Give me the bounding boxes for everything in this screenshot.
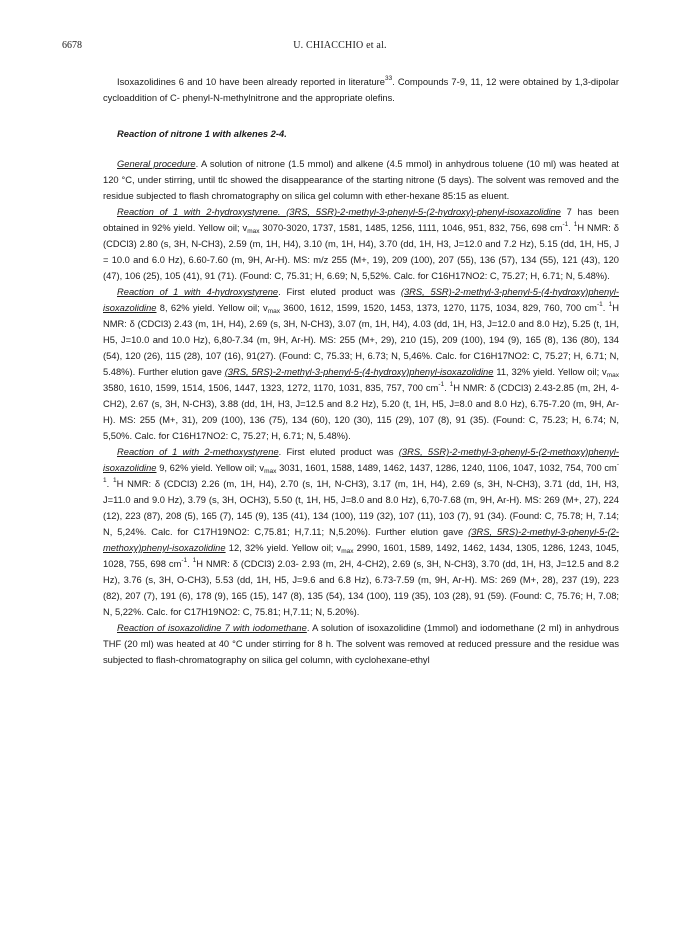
article-body — [103, 74, 619, 668]
general-procedure-label: General procedure — [117, 159, 196, 169]
general-procedure-paragraph: General procedure. A solution of nitrone (1.5 mmol) and alkene (4.5 mmol) in anhydrous toluene (10 ml) was heated at 120 °C, under stirring, until tlc showed the disappearance of the starting nitrone (5 days). The solvent was removed and the residue subjected to flash chromatography on silica gel column with ether-hexane 85:15 as eluent. — [103, 159, 620, 201]
compound-8-name: (3RS, 5SR)-2-methyl-3-phenyl-5-(4-hydroxy)phenyl-isoxazolidine — [103, 287, 619, 313]
reaction-4-hydroxystyrene-label: Reaction of 1 with 4-hydroxystyrene — [117, 287, 279, 297]
compound-12-name: (3RS, 5RS)-2-methyl-3-phenyl-5-(2-methoxy)phenyl-isoxazolidine — [103, 527, 619, 553]
reaction-2-hydroxystyrene-paragraph: Reaction of 1 with 2-hydroxystyrene. (3RS, 5SR)-2-methyl-3-phenyl-5-(2-hydroxy)-phenyl-isoxazolidine 7 has been obtained in 92% yield. Yellow oil; $v_{max}$ 3070-3020, 1737, 1581, 1485, 1256, 1111, 1046, 951, 832, 756, 698 $cm^{-1}$. $^1$H NMR: δ (CDCl3) 2.80 (s, 3H, N-CH3), 2.59 (m, 1H, H4), 3.10 (m, 1H, H4), 3.70 (dd, 1H, H3, J=12.0 and 7.2 Hz), 5.15 (dd, 1H, H5, J = 10.0 and 6.0 Hz), 6.60-7.60 (m, 9H, Ar-H). MS: m/z 255 (M+, 19), 209 (100), 207 (55), 136 (57), 134 (55), 121 (43), 120 (47), 106 (25), 105 (41), 91 (71). (Found: C, 75.31; H, 6.69; N, 5,52%. Calc. for C16H17NO2: C, 75.27; H, 6.71; N, 5.48%). — [103, 207, 619, 281]
reaction-2-methoxystyrene-paragraph: Reaction of 1 with 2-methoxystyrene. First eluted product was (3RS, 5SR)-2-methyl-3-phenyl-5-(2-methoxy)phenyl-isoxazolidine 9, 62% yield. Yellow oil; $v_{max}$ 3031, 1601, 1588, 1489, 1462, 1437, 1286, 1240, 1106, 1047, 1032, 754, 700 $cm^{-1}$. $^1$H NMR: δ (CDCl3) 2.26 (m, 1H, H4), 2.70 (s, 1H, N-CH3), 3.17 (m, 1H, H4), 2.69 (s, 3H, N-CH3), 3.71 (dd, 1H, H3, J=11.0 and 9.0 Hz), 3.79 (s, 3H, OCH3), 5.50 (t, 1H, H5, J=8.0 and 8.0 Hz), 6,70-7.68 (m, 9H, Ar-H). MS: 269 (M+, 27), 224 (12), 223 (87), 208 (5), 165 (7), 145 (9), 135 (41), 134 (100), 119 (32), 107 (11), 103 (7), 91 (34). (Found: C, 75.78; H, 7.14; N, 5,24%. Calc. for C17H19NO2: C,75.81; H,7.11; N,5.20%). Further elution gave (3RS, 5RS)-2-methyl-3-phenyl-5-(2-methoxy)phenyl-isoxazolidine 12, 32% yield. Yellow oil; $v_{max}$ 2990, 1601, 1589, 1492, 1462, 1434, 1305, 1286, 1243, 1045, 1028, 755, 698 $cm^{-1}$. $^1$H NMR: δ (CDCl3) 2.03- 2.93 (m, 2H, 4-CH2), 2.69 (s, 3H, N-CH3), 3.70 (dd, 1H, H3, J=12.5 and 8.2 Hz), 3.76 (s, 3H, O-CH3), 5.53 (dd, 1H, H5, J=9.6 and 6.8 Hz), 6.73-7.59 (m, 9H, Ar-H). MS: 269 (M+, 28), 237 (19), 223 (82), 207 (7), 191 (6), 178 (9), 165 (15), 147 (8), 135 (54), 134 (100), 119 (35), 103 (28), 91 (59). (Found: C, 75.76; H, 7.08; N, 5,22%. Calc. for C17H19NO2: C, 75.81; H,7.11; N, 5.20%). — [103, 447, 620, 617]
reaction-iodomethane-label: Reaction of isoxazolidine 7 with iodomethane — [117, 623, 307, 633]
page-number: 6678 — [62, 40, 82, 51]
reference-marker: 33 — [384, 75, 393, 82]
running-title: U. CHIACCHIO et al. — [293, 40, 387, 51]
compound-9-name: (3RS, 5SR)-2-methyl-3-phenyl-5-(2-methoxy)phenyl-isoxazolidine — [103, 447, 619, 473]
compound-7-title: Reaction of 1 with 2-hydroxystyrene. (3RS, 5SR)-2-methyl-3-phenyl-5-(2-hydroxy)-phenyl-isoxazolidine — [117, 207, 561, 217]
section-heading: Reaction of nitrone 1 with alkenes 2-4. — [117, 129, 287, 139]
reaction-4-hydroxystyrene-paragraph: Reaction of 1 with 4-hydroxystyrene. First eluted product was (3RS, 5SR)-2-methyl-3-phenyl-5-(4-hydroxy)phenyl-isoxazolidine 8, 62% yield. Yellow oil; $v_{max}$ 3600, 1612, 1599, 1520, 1453, 1373, 1270, 1175, 1034, 829, 760, 700 $cm^{-1}$. $^1$H NMR: δ (CDCl3) 2.43 (m, 1H, H4), 2.69 (s, 3H, N-CH3), 3.07 (m, 1H, H4), 4.03 (dd, 1H, H3, J=12.0 and 8.0 Hz), 5.25 (t, 1H, H5, J=10.0 and 10.0 Hz), 6,80-7.34 (m, 9H, Ar-H). MS: 255 (M+, 29), 210 (15), 209 (100), 194 (9), 165 (8), 136 (80), 134 (54), 120 (26), 115 (28), 107 (16), 91(27). (Found: C, 75.33; H, 6.73; N, 5,46%. Calc. for C16H17NO2: C, 75.27; H, 6.71; N, 5.48%). Further elution gave (3RS, 5RS)-2-methyl-3-phenyl-5-(4-hydroxy)phenyl-isoxazolidine 11, 32% yield. Yellow oil; $v_{max}$ 3580, 1610, 1599, 1514, 1506, 1447, 1323, 1272, 1170, 1031, 835, 757, 700 $cm^{-1}$. $^1$H NMR: δ (CDCl3) 2.43-2.85 (m, 2H, 4-CH2), 2.67 (s, 3H, N-CH3), 3.88 (dd, 1H, H3, J=12.5 and 8.2 Hz), 5.20 (t, 1H, H5, J=8.0 and 8.0 Hz), 6.75-7.20 (m, 9H, Ar-H). MS: 255 (M+, 31), 209 (100), 136 (75), 134 (60), 120 (30), 115 (29), 107 (8), 91 (35). (Found: C, 75.23; H, 6.74; N, 5,50%. Calc. for C16H17NO2: C, 75.27; H, 6.71; N, 5.48%). — [103, 287, 620, 441]
intro-paragraph: Isoxazolidines 6 and 10 have been already reported in literature$^{33}$. Compounds 7-9, 11, 12 were obtained by 1,3-dipolar cycloaddition of C- phenyl-N-methylnitrone and the appropriate olefins. — [103, 75, 619, 103]
reaction-2-methoxystyrene-label: Reaction of 1 with 2-methoxystyrene — [117, 447, 279, 457]
reaction-iodomethane-paragraph: Reaction of isoxazolidine 7 with iodomethane. A solution of isoxazolidine (1mmol) and iodomethane (2 ml) in anhydrous THF (20 ml) was heated at 40 °C under stirring for 8 h. The solvent was removed at reduced pressure and the residue was subjected to flash-chromatography on silica gel column, with cyclohexane-ethyl — [103, 623, 619, 665]
compound-11-name: (3RS, 5RS)-2-methyl-3-phenyl-5-(4-hydroxy)phenyl-isoxazolidine — [224, 367, 494, 377]
